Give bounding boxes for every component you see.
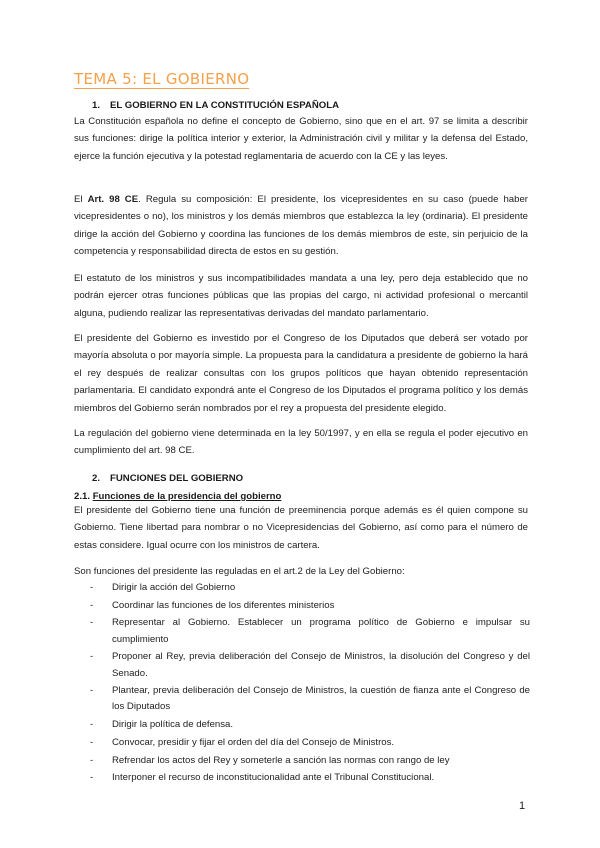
list-item-text: Coordinar las funciones de los diferentes ministerios: [112, 599, 335, 611]
bullet-dash: -: [90, 651, 94, 663]
list-item: [90, 598, 530, 614]
paragraph-7: Son funciones del presidente las reguladas en el art.2 de la Ley del Gobierno:: [74, 566, 405, 577]
bullet-dash: -: [90, 599, 94, 611]
bullet-dash: -: [90, 617, 94, 629]
list-item-text: Refrendar los actos del Rey y someterle a sanción las normas con rango de ley: [112, 754, 450, 766]
section-1-heading: [92, 100, 339, 111]
list-item-text: Dirigir la política de defensa.: [112, 719, 234, 731]
list-item-text: Convocar, presidir y fijar el orden del día del Consejo de Ministros.: [112, 736, 395, 748]
paragraph-2: [74, 191, 528, 261]
bullet-dash: -: [90, 754, 94, 766]
subsection-2-1-title: Funciones de la presidencia del gobierno: [92, 491, 282, 502]
list-item-text: Plantear, previa deliberación del Consejo de Ministros, la cuestión de fianza ante el Congreso de los Diputados: [112, 685, 530, 713]
paragraph-5: La regulación del gobierno viene determinada en la ley 50/1997, y en ella se regula el poder ejecutivo en cumplimiento del art. 98 CE.: [74, 428, 528, 457]
list-item: [90, 649, 530, 681]
list-item-text: Proponer al Rey, previa deliberación del Consejo de Ministros, la disolución del Congreso y del Senado.: [112, 651, 530, 679]
list-item-text: Dirigir la acción del Gobierno: [112, 582, 236, 593]
list-item: [90, 753, 530, 769]
page-number: 1: [519, 800, 526, 812]
section-1-number: 1.: [92, 100, 101, 111]
subsection-2-1-heading: [74, 491, 281, 502]
bullet-dash: -: [90, 582, 94, 593]
subsection-2-1-number: 2.1.: [74, 491, 91, 502]
paragraph-3: El estatuto de los ministros y sus incompatibilidades mandata a una ley, pero deja establecido que no podrán ejercer otras funciones públicas que las propias del cargo, ni actividad profesional o mercantil alguna, pudiendo realizar las representativas derivadas del mandato parlamentario.: [74, 273, 528, 319]
bullet-dash: -: [90, 685, 94, 697]
paragraph-2-rest: . Regula su composición: El presidente, los vicepresidentes en su caso (puede haber vicepresidentes o no), los ministros y los demás miembros que establezca la ley (ordinaria). El presidente dirige la acción del Gobierno y coordina las funciones de los demás miembros de este, sin perjuicio de la competencia y responsabilidad directa de estos en su gestión.: [74, 194, 529, 258]
section-1-title: EL GOBIERNO EN LA CONSTITUCIÓN ESPAÑOLA: [110, 100, 340, 111]
bullet-dash: -: [90, 736, 94, 748]
page-title: TEMA 5: EL GOBIERNO: [74, 70, 250, 88]
president-functions-list: [90, 580, 530, 788]
list-item-text: Interponer el recurso de inconstitucionalidad ante el Tribunal Constitucional.: [112, 772, 435, 784]
list-item: [90, 580, 530, 596]
list-item-text: Representar al Gobierno. Establecer un programa político de Gobierno e impulsar su cumplimiento: [112, 617, 530, 645]
paragraph-6: El presidente del Gobierno tiene una función de preeminencia porque además es él quien compone su Gobierno. Tiene libertad para nombrar o no Vicepresidencias del Gobierno, así como para el número de estas considere. Igual ocurre con los ministros de cartera.: [74, 505, 528, 551]
paragraph-2-start: El: [74, 194, 88, 205]
list-item: [90, 615, 530, 647]
section-2-number: 2.: [92, 473, 101, 484]
list-item: [90, 770, 530, 786]
section-2-heading: [92, 473, 243, 484]
bullet-dash: -: [90, 719, 94, 731]
paragraph-4: El presidente del Gobierno es investido por el Congreso de los Diputados que deberá ser votado por mayoría absoluta o por mayoría simple. La propuesta para la candidatura a presidente de gobierno la hará el rey después de realizar consultas con los grupos políticos que hayan obtenido representación parlamentaria. El candidato expondrá ante el Congreso de los Diputados el programa político y los demás miembros del Gobierno serán nombrados por el rey a propuesta del presidente elegido.: [74, 333, 528, 414]
list-item: [90, 717, 530, 733]
section-2-title: FUNCIONES DEL GOBIERNO: [110, 473, 244, 484]
list-item: [90, 683, 530, 715]
paragraph-2-article: Art. 98 CE: [87, 194, 139, 205]
bullet-dash: -: [90, 772, 94, 784]
paragraph-1: La Constitución española no define el concepto de Gobierno, sino que en el art. 97 se limita a describir sus funciones: dirige la política interior y exterior, la Administración civil y militar y la defensa del Estado, ejerce la función ejecutiva y la potestad reglamentaria de acuerdo con la CE y las leyes.: [74, 116, 528, 162]
list-item: [90, 735, 530, 751]
